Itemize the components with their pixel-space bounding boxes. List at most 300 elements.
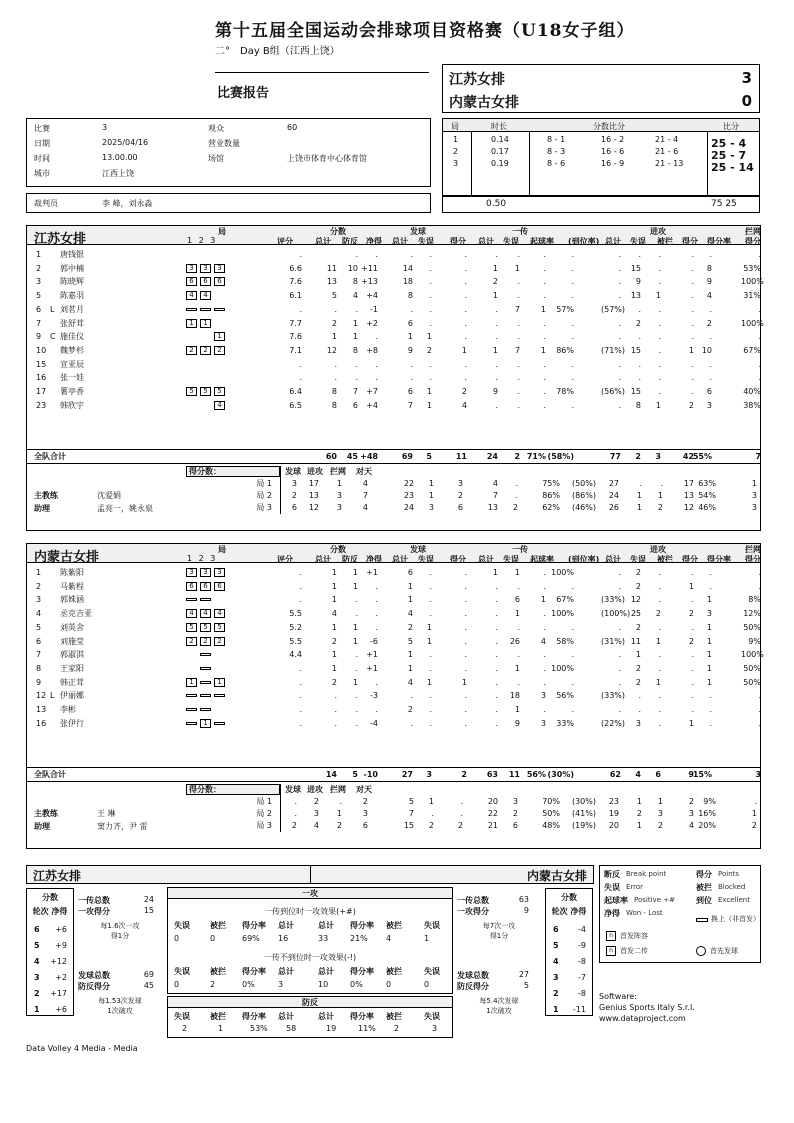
away-stat-serr: 1 <box>426 622 432 632</box>
home-total-bp: 45 <box>346 452 358 461</box>
away-player-row <box>0 608 794 619</box>
home-set-stat: 1 <box>636 503 642 512</box>
away-set-row <box>0 808 794 819</box>
away-total-rpos: 56% <box>526 770 546 779</box>
away-slot-bench <box>200 681 211 684</box>
home-slot-bench <box>214 308 225 311</box>
home-slot: 5 <box>186 387 197 396</box>
away-stat-ablk: . <box>658 705 661 714</box>
home-set-stat: 2 <box>291 491 297 500</box>
set-score: 25 - 14 <box>711 161 754 174</box>
away-slot-bench <box>214 694 225 697</box>
sideout-cell: 得分率 <box>242 967 266 976</box>
away-total-blk: 3 <box>755 770 761 779</box>
away-set-stat: 48% <box>542 821 560 830</box>
home-total-ablk: 3 <box>655 452 661 461</box>
home-set-stat: 2 <box>512 503 518 512</box>
legend-key: 失误 <box>604 883 620 892</box>
home-stat-rexc: . <box>571 250 574 259</box>
away-srv-pts: 5 <box>523 981 529 990</box>
home-set-stat: 12 <box>683 503 694 512</box>
away-stat-bp: . <box>355 650 358 660</box>
away-stat-atot: . <box>618 663 621 673</box>
home-set-stat: 12 <box>308 503 319 512</box>
away-stat-rexc: 58% <box>556 636 574 646</box>
away-stat-atot: (31%) <box>601 636 626 646</box>
home-stat-ablk: . <box>658 345 661 355</box>
sideout-cell: 得分率 <box>350 921 374 930</box>
home-stat-ablk: . <box>658 277 661 287</box>
away-slot: 3 <box>200 568 211 577</box>
home-stat-ablk: 1 <box>655 291 661 301</box>
away-player-role <box>50 594 58 605</box>
home-set-stat: 1 <box>428 491 434 500</box>
home-set-stat: 7 <box>492 491 498 500</box>
away-set-stat: . <box>339 797 342 806</box>
away-stat-rerr: 1 <box>514 568 520 577</box>
away-total-aeff: 15% <box>692 770 712 779</box>
sideout-cell: 0 <box>424 980 430 989</box>
home-set-stat: 6 <box>457 503 463 512</box>
away-stat-apts: . <box>691 650 694 660</box>
away-set-stat: 2 <box>362 797 368 806</box>
away-stat-ptot: 2 <box>331 636 337 646</box>
away-player-number: 6 <box>36 636 42 646</box>
home-player-row <box>0 290 794 301</box>
sideout-cell: 失误 <box>424 967 440 976</box>
home-stat-ptot: 5 <box>331 291 337 301</box>
home-stat-blk: 53% <box>743 263 761 273</box>
scoreboard <box>442 64 760 113</box>
away-stat-aeff: 3 <box>706 609 712 619</box>
col-bp: 防反 <box>342 237 358 246</box>
title-rule <box>215 72 429 73</box>
home-stat-rpos: . <box>543 318 546 328</box>
legend-key: 断反 <box>604 870 620 879</box>
away-stat-ablk: 1 <box>655 677 661 687</box>
substitute-symbol <box>696 918 708 922</box>
away-player-number: 3 <box>36 595 42 605</box>
away-stat-bp: . <box>355 663 358 673</box>
away-stat-wl: . <box>375 581 378 591</box>
home-stat-rerr: 7 <box>514 304 520 314</box>
home-stat-spts: 1 <box>461 345 467 355</box>
first-serve-symbol: n <box>606 931 616 941</box>
home-slot: 6 <box>214 277 225 286</box>
home-total-wl: +48 <box>360 452 378 461</box>
away-stat-rpos: 3 <box>540 718 546 728</box>
home-rot-value: +2 <box>55 973 67 982</box>
away-stat-vote: . <box>299 705 302 714</box>
away-stat-aeff: 1 <box>706 650 712 660</box>
away-set-label: 局 1 <box>256 797 272 806</box>
home-stat-rtot: 1 <box>492 345 498 355</box>
away-rot-value: -4 <box>578 925 586 934</box>
away-player-row <box>0 677 794 688</box>
home-set-stat: 3 <box>457 479 463 488</box>
home-total-rule2 <box>26 463 761 464</box>
sideout-cell: 0 <box>386 980 392 989</box>
home-slot: 3 <box>214 264 225 273</box>
away-set-stat: (41%) <box>571 809 596 818</box>
away-player-role <box>50 704 58 715</box>
home-rot-number: 1 <box>34 1005 40 1014</box>
sub-header: 发球 <box>285 467 301 476</box>
home-stat-serr: . <box>429 304 432 314</box>
home-player-role <box>50 359 58 370</box>
away-set-stat: 6 <box>512 821 518 830</box>
home-stat-rexc: . <box>571 291 574 301</box>
home-rec-pts: 15 <box>143 906 154 915</box>
away-srv-pts-label: 防反得分 <box>457 982 489 991</box>
home-stat-spts: 4 <box>461 400 467 410</box>
col-exc: (到位率) <box>568 555 600 564</box>
transition-head: 总计 <box>278 1012 294 1021</box>
away-set-divider <box>280 784 281 832</box>
away-stat-rtot: . <box>495 622 498 632</box>
away-player-name: 张伊行 <box>60 718 84 728</box>
away-stat-blk: 50% <box>743 677 761 687</box>
home-assist-label: 助理 <box>34 504 50 513</box>
total-score: 75 25 <box>711 199 737 209</box>
home-player-role <box>50 290 58 301</box>
col-pos: 起球率 <box>530 237 554 246</box>
col-set-numbers: 1 2 3 <box>187 554 218 563</box>
home-set-stat: . <box>515 491 518 500</box>
away-stat-wl: . <box>375 622 378 632</box>
home-stat-wl: +7 <box>366 387 378 396</box>
home-set-stat: 3 <box>751 503 757 512</box>
away-stat-blk: 9% <box>748 636 761 646</box>
home-total-row <box>0 451 794 463</box>
home-player-number: 3 <box>36 277 42 287</box>
home-rot-value: +6 <box>55 1005 67 1014</box>
software-url: www.dataproject.com <box>599 1014 686 1023</box>
sideout-cell: 1 <box>424 934 430 943</box>
away-slot: 6 <box>214 582 225 591</box>
col-bp: 防反 <box>342 555 358 564</box>
away-set-stat: 2 <box>313 797 319 806</box>
away-stat-apts: . <box>691 691 694 701</box>
info-time-label: 时间 <box>34 154 50 163</box>
away-stat-apts: . <box>691 622 694 632</box>
away-stat-vote: 5.5 <box>289 636 302 646</box>
away-stat-wl: -4 <box>370 718 378 728</box>
away-set-stat: 4 <box>313 821 319 830</box>
home-player-row <box>0 249 794 260</box>
away-stat-aeff: 1 <box>706 663 712 673</box>
legend-desc: Excellent <box>718 896 750 904</box>
legend <box>599 865 761 963</box>
home-stat-aeff: 9 <box>706 277 712 287</box>
home-stat-ablk: . <box>658 304 661 314</box>
home-player-name: 魏梦杉 <box>60 345 84 355</box>
home-set-stat: 27 <box>608 479 619 488</box>
away-stat-atot: . <box>618 650 621 660</box>
away-stat-atot: (100%) <box>601 609 631 619</box>
home-stat-rerr: . <box>517 277 520 287</box>
away-set-stat: (19%) <box>571 821 596 830</box>
sideout-cell: 0% <box>350 980 363 989</box>
sideout-cell: 0 <box>174 934 180 943</box>
home-player-row <box>0 276 794 287</box>
sets-total <box>442 196 760 213</box>
col-err: 失误 <box>418 555 434 564</box>
col-group-score: 分数 <box>330 545 346 554</box>
away-stat-stot: 1 <box>407 650 413 660</box>
home-player-name: 宣亚辰 <box>60 359 84 369</box>
away-srv-tot-label: 发球总数 <box>457 971 489 980</box>
home-stat-aeff: 6 <box>706 387 712 396</box>
away-player-role <box>50 567 58 578</box>
legend-desc: Points <box>718 870 740 878</box>
away-stat-bp: . <box>355 595 358 605</box>
away-total-rule2 <box>26 781 761 782</box>
away-total-apts: 9 <box>688 770 694 779</box>
away-slot: 1 <box>200 719 211 728</box>
home-player-number: 6 <box>36 304 42 314</box>
away-stat-aerr: 2 <box>635 581 641 591</box>
away-slot: 2 <box>214 637 225 646</box>
home-set-stat: (50%) <box>571 479 596 488</box>
away-stat-rtot: . <box>495 609 498 619</box>
home-slot: 6 <box>186 277 197 286</box>
away-stat-stot: 1 <box>407 581 413 591</box>
home-rot-number: 4 <box>34 957 40 966</box>
home-stat-blk: . <box>758 250 761 259</box>
home-stat-stot: . <box>410 250 413 259</box>
home-stat-bp: 4 <box>352 291 358 301</box>
away-coach-label: 主教练 <box>34 809 58 818</box>
away-stat-aerr: . <box>638 705 641 714</box>
home-stat-aeff: . <box>709 373 712 383</box>
away-stat-stot: 2 <box>407 705 413 714</box>
away-stat-aeff: 1 <box>706 677 712 687</box>
away-set-stat: 50% <box>542 809 560 818</box>
away-rot-value: -8 <box>578 989 586 998</box>
transition-cell: 1 <box>218 1024 224 1033</box>
home-stat-rtot: 2 <box>492 277 498 287</box>
home-rot-value: +9 <box>55 941 67 950</box>
home-stat-ablk: . <box>658 332 661 342</box>
home-slot: 1 <box>200 319 211 328</box>
home-stat-atot: . <box>618 263 621 273</box>
mid-title: 一攻 <box>302 889 318 898</box>
home-stat-atot: . <box>618 318 621 328</box>
away-stat-rerr: 1 <box>514 609 520 619</box>
away-rot-value: -11 <box>572 1005 586 1014</box>
home-set-stat: 24 <box>403 503 414 512</box>
home-stat-rexc: . <box>571 318 574 328</box>
away-stat-blk: . <box>758 581 761 591</box>
sideout-cell: 3 <box>278 980 284 989</box>
home-stat-rtot: 1 <box>492 291 498 301</box>
info-match-label: 比赛 <box>34 124 50 133</box>
away-stat-ptot: 2 <box>331 677 337 687</box>
away-slot: 1 <box>186 678 197 687</box>
away-rot-number: 1 <box>553 1005 559 1014</box>
home-player-row <box>0 318 794 329</box>
home-stat-bp: . <box>355 359 358 369</box>
sets-cell: 3 <box>453 159 459 168</box>
col-group-serve: 发球 <box>410 545 426 554</box>
home-players <box>0 249 794 409</box>
home-rec-pts-label: 一攻得分 <box>78 907 110 916</box>
home-slot: 4 <box>186 291 197 300</box>
home-team-title: 江苏女排 <box>34 232 87 247</box>
home-stat-bp: 8 <box>352 345 358 355</box>
away-stat-ablk: 2 <box>655 609 661 619</box>
away-stat-spts: . <box>464 650 467 660</box>
sideout-cell: 21% <box>350 934 368 943</box>
home-stat-atot: . <box>618 250 621 259</box>
home-player-role <box>50 400 58 411</box>
home-stat-rpos: . <box>543 373 546 383</box>
col-wl: 净得 <box>366 555 382 564</box>
home-rec-tot-label: 一传总数 <box>78 896 110 905</box>
home-stat-blk: . <box>758 332 761 342</box>
away-stat-vote: . <box>299 718 302 728</box>
away-set-stat: 1 <box>428 797 434 806</box>
away-stat-atot: . <box>618 581 621 591</box>
away-stat-rexc: . <box>571 705 574 714</box>
col-pts3: 得分 <box>745 237 761 246</box>
home-stat-rexc: 78% <box>556 387 574 396</box>
sideout-cell: 总计 <box>278 967 294 976</box>
away-stat-bp: . <box>355 691 358 701</box>
away-player-name: 王家阳 <box>60 663 84 673</box>
away-total-bp: 5 <box>352 770 358 779</box>
col-tot: 总计 <box>315 555 331 564</box>
home-stat-wl: +4 <box>366 291 378 301</box>
home-set-stat: 26 <box>608 503 619 512</box>
home-stat-aeff: 3 <box>706 400 712 410</box>
away-stat-aeff: 1 <box>706 636 712 646</box>
away-stat-stot: 1 <box>407 595 413 605</box>
home-stat-rtot: . <box>495 304 498 314</box>
away-total-row <box>0 769 794 781</box>
home-stat-apts: 2 <box>688 400 694 410</box>
sets-cell: 16 - 6 <box>601 147 625 156</box>
away-stat-apts: . <box>691 663 694 673</box>
away-slot: 3 <box>214 568 225 577</box>
col-err2: 失误 <box>503 237 519 246</box>
away-stat-apts: . <box>691 705 694 714</box>
home-stat-wl: +8 <box>366 345 378 355</box>
home-stat-rpos: . <box>543 359 546 369</box>
info-date-label: 日期 <box>34 139 50 148</box>
sets-cell: 21 - 4 <box>655 135 679 144</box>
away-stat-ptot: 1 <box>331 581 337 591</box>
home-stat-ablk: . <box>658 387 661 396</box>
legend-desc: Break point <box>626 870 667 878</box>
away-stat-vote: 5.2 <box>289 622 302 632</box>
home-slot: 2 <box>186 346 197 355</box>
away-stat-rtot: 1 <box>492 568 498 577</box>
transition-cell: 58 <box>286 1024 297 1033</box>
home-stat-aeff: 8 <box>706 263 712 273</box>
home-set-stat: 22 <box>403 479 414 488</box>
home-stat-vote: . <box>299 373 302 383</box>
away-stat-blk: 50% <box>743 622 761 632</box>
away-stat-aeff: . <box>709 705 712 714</box>
away-player-role <box>50 649 58 660</box>
away-stat-serr: . <box>429 609 432 619</box>
home-slot-bench <box>200 308 211 311</box>
home-stat-rexc: . <box>571 400 574 410</box>
col-pts3: 得分 <box>745 555 761 564</box>
home-stat-ptot: 13 <box>326 277 337 287</box>
home-stat-serr: 2 <box>426 345 432 355</box>
home-stat-stot: 6 <box>407 387 413 396</box>
home-stat-vote: 7.6 <box>289 332 302 342</box>
away-total-line <box>0 769 794 780</box>
home-stat-vote: . <box>299 359 302 369</box>
away-stat-rpos: 1 <box>540 595 546 605</box>
sets-cell: 0.17 <box>491 147 509 156</box>
away-assist-label: 助理 <box>34 822 50 831</box>
home-stat-apts: . <box>691 332 694 342</box>
col-err3: 失误 <box>630 237 646 246</box>
away-stat-wl: . <box>375 677 378 687</box>
home-stat-apts: . <box>691 250 694 259</box>
away-stat-rexc: . <box>571 677 574 687</box>
away-stat-apts: . <box>691 677 694 687</box>
home-summary-stats <box>78 893 162 1013</box>
home-stat-vote: 6.4 <box>289 387 302 396</box>
legend-desc: Positive +# <box>634 896 675 904</box>
away-player-number: 5 <box>36 622 42 632</box>
away-slot: 2 <box>186 637 197 646</box>
transition-box <box>167 996 453 1038</box>
away-stat-stot: . <box>410 691 413 701</box>
sets-cell: 0.14 <box>491 135 509 144</box>
home-set-stat: 1 <box>657 491 663 500</box>
home-stat-spts: . <box>464 359 467 369</box>
info-city-value: 江西上饶 <box>102 169 134 178</box>
home-player-number: 2 <box>36 263 42 273</box>
home-stat-atot: (56%) <box>601 387 626 396</box>
away-stat-ablk: . <box>658 663 661 673</box>
info-time-value: 13.00.00 <box>102 153 138 162</box>
away-stat-atot: . <box>618 705 621 714</box>
info-date-value: 2025/04/16 <box>102 138 149 147</box>
home-stat-rpos: . <box>543 250 546 259</box>
col-group-reception: 一传 <box>512 227 528 236</box>
home-stat-apts: . <box>691 318 694 328</box>
info-spectators-value: 60 <box>287 123 298 132</box>
away-set-stat: 16% <box>698 809 716 818</box>
away-slot-bench <box>200 667 211 670</box>
away-set-stat: 2 <box>512 809 518 818</box>
home-rec-note: 每1.6次一攻 得1分 <box>100 922 140 940</box>
sets-cell: 16 - 9 <box>601 159 625 168</box>
away-set-stat: 1 <box>336 809 342 818</box>
home-player-number: 23 <box>36 400 47 410</box>
home-stat-rpos: . <box>543 263 546 273</box>
col-set-numbers: 1 2 3 <box>187 236 218 245</box>
away-stat-stot: 6 <box>407 568 413 577</box>
col-pts2: 得分 <box>682 555 698 564</box>
away-set-stat: 3 <box>657 809 663 818</box>
home-stat-rpos: . <box>543 400 546 410</box>
away-stat-serr: . <box>429 691 432 701</box>
home-slot-bench <box>186 308 197 311</box>
home-stat-atot: (71%) <box>601 345 626 355</box>
sets-cell: 0.19 <box>491 159 509 168</box>
home-stat-aeff: . <box>709 250 712 259</box>
away-stat-spts: . <box>464 622 467 632</box>
